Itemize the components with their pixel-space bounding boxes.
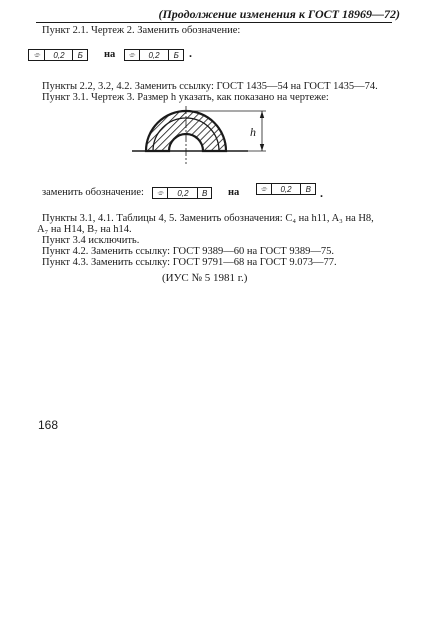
- new-tolerance-frame-2: [256, 183, 316, 195]
- old-tolerance-frame: [28, 49, 88, 61]
- old-tolerance-frame-2: [152, 187, 212, 199]
- tolerance-value: 0,2: [140, 50, 170, 60]
- dimension-label: h: [250, 125, 256, 139]
- item-4-3-text: Пункт 4.3. Заменить ссылку: ГОСТ 9791—68 на ГОСТ 9.073—77.: [42, 257, 337, 268]
- half-ring-drawing: [130, 104, 280, 166]
- symmetry-symbol: ⌯: [29, 50, 45, 60]
- dimension-arrow-bottom: [260, 144, 264, 151]
- new-tolerance-frame: [124, 49, 184, 61]
- page-number: 168: [38, 418, 59, 432]
- conj-na-2: на: [228, 187, 240, 198]
- item-3-1-text: Пункт 3.1. Чертеж 3. Размер h указать, как показано на чертеже:: [42, 92, 329, 103]
- datum-letter: В: [305, 184, 311, 194]
- symmetry-symbol: ⌯: [153, 188, 168, 198]
- tolerance-value: 0,2: [272, 184, 302, 194]
- tolerance-value: 0,2: [45, 50, 73, 60]
- item-tables-line2: A₇ на H14, B₇ на h14.: [37, 224, 132, 235]
- datum-letter: Б: [77, 50, 83, 60]
- symmetry-symbol: ⌯: [125, 50, 140, 60]
- item-2-1-text: Пункт 2.1. Чертеж 2. Заменить обозначение:: [42, 25, 241, 36]
- conj-na: на: [104, 49, 116, 60]
- item-4-2-text: Пункт 4.2. Заменить ссылку: ГОСТ 9389—60 на ГОСТ 9389—75.: [42, 246, 334, 257]
- ius-reference: (ИУС № 5 1981 г.): [162, 272, 248, 284]
- end-dot: .: [189, 46, 192, 60]
- item-3-4-text: Пункт 3.4 исключить.: [42, 235, 140, 246]
- end-dot-2: .: [320, 186, 323, 200]
- tolerance-value: 0,2: [168, 188, 198, 198]
- datum-letter: В: [202, 188, 208, 198]
- datum-letter: Б: [173, 50, 179, 60]
- continuation-header: (Продолжение изменения к ГОСТ 18969—72): [158, 7, 400, 21]
- item-tables-line1: Пункты 3.1, 4.1. Таблицы 4, 5. Заменить обозначения: C₄ на h11, A₃ на H8,: [42, 213, 374, 224]
- header-rule: [36, 22, 392, 23]
- item-2-2-text: Пункты 2.2, 3.2, 4.2. Заменить ссылку: ГОСТ 1435—54 на ГОСТ 1435—74.: [42, 81, 378, 92]
- replace-text: заменить обозначение:: [42, 187, 144, 198]
- dimension-arrow-top: [260, 111, 264, 118]
- symmetry-symbol: ⌯: [257, 184, 272, 194]
